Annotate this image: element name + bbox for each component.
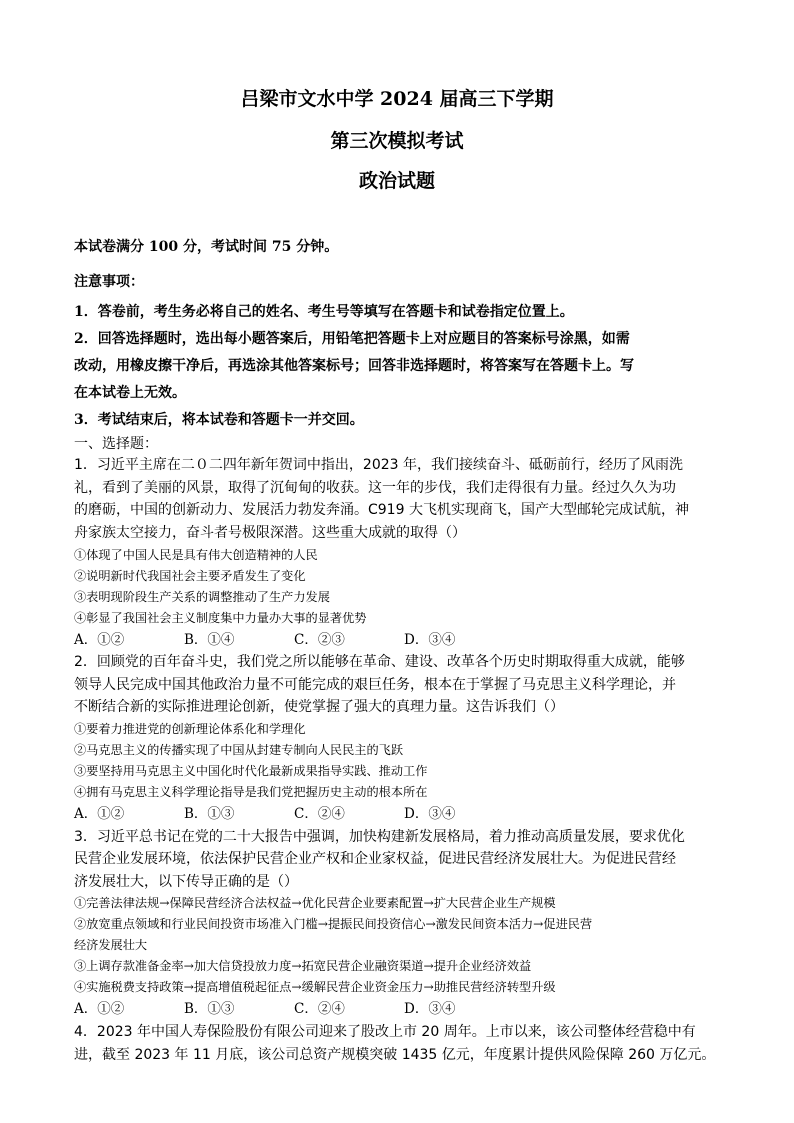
answer-choice-b: B．①③ (184, 805, 235, 822)
question-option: ②马克思主义的传播实现了中国从封建专制向人民民主的飞跃 (74, 742, 404, 757)
question-stem-line: 不断结合新的实际推进理论创新，使党掌握了强大的真理力量。这告诉我们（） (74, 699, 564, 716)
answer-choice-c: C．②④ (294, 1001, 345, 1018)
notice-heading: 注意事项： (74, 273, 144, 290)
question-option: ④彰显了我国社会主义制度集中力量办大事的显著优势 (74, 610, 367, 625)
question-option: ①要着力推进党的创新理论体系化和学理化 (74, 721, 306, 736)
question-option: ④拥有马克思主义科学理论指导是我们党把握历史主动的根本所在 (74, 784, 428, 799)
question-stem-line: 4．2023 年中国人寿保险股份有限公司迎来了股改上市 20 周年。上市以来，该公司整体经营稳中有 (74, 1023, 696, 1040)
question-option: ③要坚持用马克思主义中国化时代化最新成果指导实践、推动工作 (74, 763, 428, 778)
question-stem-line: 进，截至 2023 年 11 月底，该公司总资产规模突破 1435 亿元，年度累计提供风险保障 260 万亿元。 (74, 1046, 716, 1063)
answer-choices (74, 629, 736, 652)
exam-school-title: 吕梁市文水中学 2024 届高三下学期 (240, 88, 554, 110)
answer-choice-d: D．③④ (404, 631, 456, 648)
question-option: ②放宽重点领域和行业民间投资市场准入门槛→提振民间投资信心→激发民间资本活力→促进民营 (74, 917, 593, 932)
question-option: 经济发展壮大 (74, 938, 148, 953)
notice-item-2-line-2: 改动，用橡皮擦干净后，再选涂其他答案标号；回答非选择题时，将答案写在答题卡上。写 (74, 358, 634, 375)
question-stem-line: 济发展壮大，以下传导正确的是（） (74, 873, 298, 890)
question-stem-line: 礼，看到了美丽的风景，取得了沉甸甸的收获。这一年的步伐，我们走得很有力量。经过久久为功 (74, 479, 676, 496)
answer-choices (74, 998, 736, 1021)
exam-subject-title: 政治试题 (358, 170, 435, 192)
section-heading: 一、选择题： (74, 436, 158, 453)
answer-choice-a: A．①② (74, 805, 125, 822)
question-option: ③上调存款准备金率→加大信贷投放力度→拓宽民营企业融资渠道→提升企业经济效益 (74, 959, 532, 974)
question-stem-line: 的磨砺，中国的创新动力、发展活力勃发奔涌。C919 大飞机实现商飞，国产大型邮轮完成试航，神 (74, 502, 689, 519)
question-option: ①体现了中国人民是具有伟大创造精神的人民 (74, 547, 318, 562)
question-option: ①完善法律法规→保障民营经济合法权益→优化民营企业要素配置→扩大民营企业生产规模 (74, 896, 556, 911)
notice-item-2-line-3: 在本试卷上无效。 (74, 385, 186, 402)
answer-choice-a: A．①② (74, 631, 125, 648)
question-stem-line: 领导人民完成中国其他政治力量不可能完成的艰巨任务，根本在于掌握了马克思主义科学理论，并 (74, 676, 676, 693)
question-option: ④实施税费支持政策→提高增值税起征点→缓解民营企业资金压力→助推民营经济转型升级 (74, 980, 556, 995)
answer-choices (74, 803, 736, 826)
answer-choice-c: C．②④ (294, 805, 345, 822)
question-3 (74, 826, 736, 1021)
answer-choice-d: D．③④ (404, 805, 456, 822)
answer-choice-c: C．②③ (294, 631, 345, 648)
answer-choice-d: D．③④ (404, 1001, 456, 1018)
question-stem-line: 民营企业发展环境，依法保护民营企业产权和企业家权益，促进民营经济发展壮大。为促进民营经 (74, 851, 676, 868)
exam-session-title: 第三次模拟考试 (330, 130, 464, 152)
question-1 (74, 454, 736, 651)
question-2 (74, 651, 736, 825)
notice-item-2-line-1: 2．回答选择题时，选出每小题答案后，用铅笔把答题卡上对应题目的答案标号涂黑，如需 (74, 331, 630, 348)
notice-item-1: 1．答卷前，考生务必将自己的姓名、考生号等填写在答题卡和试卷指定位置上。 (74, 304, 574, 321)
answer-choice-a: A．①② (74, 1001, 125, 1018)
question-4 (74, 1021, 736, 1066)
question-stem-line: 3．习近平总书记在党的二十大报告中强调，加快构建新发展格局，着力推动高质量发展，要求优化 (74, 828, 685, 845)
answer-choice-b: B．①④ (184, 631, 235, 648)
question-option: ③表明现阶段生产关系的调整推动了生产力发展 (74, 589, 330, 604)
question-stem-line: 1．习近平主席在二０二四年新年贺词中指出，2023 年，我们接续奋斗、砥砺前行，经历了风雨洗 (74, 457, 683, 474)
score-note: 本试卷满分 100 分，考试时间 75 分钟。 (74, 239, 339, 255)
question-option: ②说明新时代我国社会主要矛盾发生了变化 (74, 568, 306, 583)
question-stem-line: 舟家族太空接力，奋斗者号极限深潜。这些重大成就的取得（） (74, 524, 466, 541)
answer-choice-b: B．①③ (184, 1001, 235, 1018)
question-stem-line: 2．回顾党的百年奋斗史，我们党之所以能够在革命、建设、改革各个历史时期取得重大成就，能够 (74, 654, 685, 671)
exam-content (74, 236, 736, 1066)
notice-item-3: 3．考试结束后，将本试卷和答题卡一并交回。 (74, 412, 364, 429)
